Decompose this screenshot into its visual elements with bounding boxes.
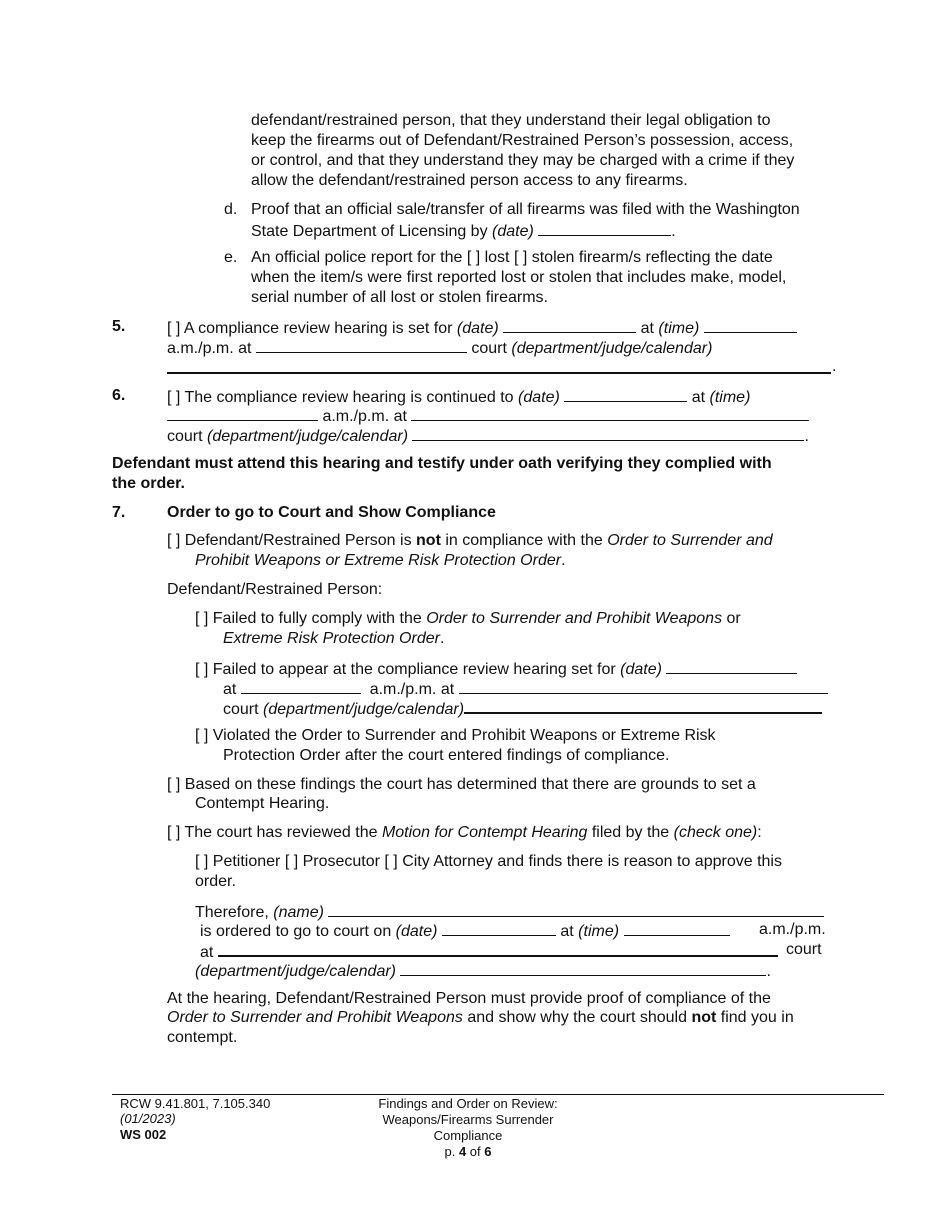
item6-time-field[interactable] [167,405,318,421]
item5-date-label: (date) [456,320,499,337]
item6-date-label: (date) [518,389,560,406]
item7-ordered-text: is ordered to go to court on [200,923,396,940]
item7-noncompliance-line-1 [167,531,773,551]
item5-line-1 [167,317,797,339]
item4-d-marker: d. [224,201,238,218]
item4-d-date-label: (date) [492,223,534,240]
item6-ampm-at: a.m./p.m. at [322,408,407,425]
item7-at-text: at [200,944,214,961]
item7-hearing-text-c: find you in [716,1009,794,1026]
item6-number: 6. [112,387,126,404]
item7-nc-order-1: Order to Surrender and [607,532,773,549]
item4-e-line-1: An official police report for the [ ] lost [ ] stolen firearm/s reflecting the date [251,249,773,266]
item7-f2-line-3 [223,697,822,720]
item7-at-location-field[interactable] [218,940,778,957]
item5-dept-label: (department/judge/calendar) [511,340,713,357]
footer-title-line-1: Findings and Order on Review: [378,1096,558,1111]
item7-f1-or: or [722,610,741,627]
item7-f1-order-2: Extreme Risk Protection Order [223,630,440,647]
item4-cont-line-4: allow the defendant/restrained person access to any firearms. [251,172,688,189]
item7-ordered-ampm: a.m./p.m. [759,921,826,938]
item7-f1-line-1 [195,609,741,629]
footer-revision: (01/2023) [120,1111,176,1126]
item7-f2-ampm-at: a.m./p.m. at [369,681,455,698]
item7-hearing-text-b: and show why the court should [462,1009,692,1026]
item7-motion-text-a: [ ] The court has reviewed the [167,824,382,841]
item7-f1-end: . [439,630,445,647]
item7-number: 7. [112,504,126,521]
footer-page-prefix: p. [444,1144,459,1159]
item5-time-field[interactable] [704,317,797,333]
item5-end: . [832,358,837,375]
item7-f2-at: at [223,681,237,698]
item7-nc-text-a: [ ] Defendant/Restrained Person is [167,532,417,549]
item7-f3-line-2: Protection Order after the court entered findings of compliance. [223,747,670,764]
item7-f2-location-field[interactable] [459,678,828,694]
footer-title-line-2: Weapons/Firearms Surrender [382,1112,554,1127]
item5-ampm-at: a.m./p.m. at [167,340,252,357]
footer-form-number: WS 002 [120,1127,167,1142]
item7-f2-court: court [223,701,264,718]
item7-dept-end: . [766,963,771,980]
item7-motion-text-b: filed by the [587,824,674,841]
item7-nc-order-2: Prohibit Weapons or Extreme Risk Protection Order [195,552,562,569]
item5-time-label: (time) [658,320,700,337]
item7-petitioner-line-1: [ ] Petitioner [ ] Prosecutor [ ] City Attorney and finds there is reason to approve this [195,853,782,870]
item7-f2-dept-field[interactable] [464,697,822,714]
footer-title [348,1096,588,1160]
item7-hearing-order: Order to Surrender and Prohibit Weapons [167,1009,463,1026]
item6-text: [ ] The compliance review hearing is continued to [167,389,519,406]
footer-page-of: of [466,1144,485,1159]
footer-rule [112,1094,884,1095]
item5-line-2 [167,337,712,359]
item7-f1-line-2 [223,629,444,649]
item7-f1-order: Order to Surrender and Prohibit Weapons [426,610,723,627]
item7-ordered-date-field[interactable] [442,920,556,936]
item7-f2-date-field[interactable] [666,658,797,674]
item7-grounds-line-1: [ ] Based on these findings the court has determined that there are grounds to set a [167,776,756,793]
item7-ordered-date-label: (date) [395,923,438,940]
item4-d-line-1: Proof that an official sale/transfer of all firearms was filed with the Washington [251,201,800,218]
item6-line-2 [167,405,809,427]
item7-nc-not: not [416,532,441,549]
item6-line-3 [167,425,809,447]
item6-dept-field[interactable] [412,425,804,441]
item5-at: at [640,320,659,337]
item7-hearing-line-1: At the hearing, Defendant/Restrained Person must provide proof of compliance of the [167,990,771,1007]
footer-title-line-3: Compliance [433,1128,503,1143]
item7-f3-line-1: [ ] Violated the Order to Surrender and Prohibit Weapons or Extreme Risk [195,727,716,744]
item7-dept-field[interactable] [400,960,766,976]
item4-e-line-2: when the item/s were first reported lost or stolen that includes make, model, [251,269,787,286]
item7-hearing-line-2 [167,1008,794,1028]
item6-date-field[interactable] [564,386,687,402]
item7-dept-line [195,960,771,982]
item4-d-line-2 [251,220,676,242]
item7-grounds-line-2: Contempt Hearing. [195,795,330,812]
notice-line-2: the order. [112,475,185,492]
item6-dept-label: (department/judge/calendar) [207,428,409,445]
item5-court: court [471,340,512,357]
item7-motion-end: : [757,824,762,841]
footer-page-current: 4 [458,1144,467,1159]
item7-f1-text: [ ] Failed to fully comply with the [195,610,427,627]
item7-noncompliance-line-2 [195,551,566,571]
item7-motion-line [167,823,762,843]
item4-d-text: State Department of Licensing by [251,223,493,240]
item4-d-end: . [671,223,676,240]
item7-ordered-at: at [560,923,579,940]
item7-dept-label: (department/judge/calendar) [195,963,397,980]
item7-motion-check: (check one) [673,824,758,841]
item7-ordered-time-label: (time) [578,923,620,940]
item7-hearing-line-3: contempt. [167,1029,238,1046]
item7-name-field[interactable] [328,901,824,917]
item5-location-field[interactable] [256,337,467,353]
item7-ordered-line [200,920,730,942]
item6-end: . [804,428,809,445]
item7-f2-text: [ ] Failed to appear at the compliance review hearing set for [195,661,621,678]
item7-ordered-time-field[interactable] [624,920,730,936]
item5-date-field[interactable] [503,317,636,333]
item5-dept-field[interactable] [167,372,831,374]
item7-title: Order to go to Court and Show Compliance [167,504,496,521]
item7-motion-title: Motion for Contempt Hearing [381,824,588,841]
item6-at: at [691,389,710,406]
item6-court: court [167,428,208,445]
item4-cont-line-3: or control, and that they understand they may be charged with a crime if they [251,152,795,169]
item7-drp-label: Defendant/Restrained Person: [167,581,383,598]
item7-therefore: Therefore, [195,904,274,921]
item5-text: [ ] A compliance review hearing is set for [167,320,457,337]
item7-hearing-not: not [691,1009,717,1026]
footer-page-number [348,1144,588,1160]
item7-f2-date-label: (date) [620,661,662,678]
item7-name-label: (name) [273,904,324,921]
footer-page-total: 6 [484,1144,492,1159]
item7-nc-end: . [561,552,566,569]
item6-location-field[interactable] [411,405,809,421]
footer-rcw: RCW 9.41.801, 7.105.340 [120,1096,271,1111]
item7-f2-time-field[interactable] [241,678,361,694]
item7-at-court: court [786,941,822,958]
item6-time-label: (time) [709,389,751,406]
item5-number: 5. [112,318,126,335]
item4-cont-line-1: defendant/restrained person, that they understand their legal obligation to [251,112,771,129]
item4-e-line-3: serial number of all lost or stolen firearms. [251,289,548,306]
item4-e-marker: e. [224,249,238,266]
item7-petitioner-line-2: order. [195,873,236,890]
item7-nc-text-b: in compliance with the [440,532,608,549]
item4-cont-line-2: keep the firearms out of Defendant/Restrained Person’s possession, access, [251,132,794,149]
notice-line-1: Defendant must attend this hearing and testify under oath verifying they complied with [112,455,772,472]
item7-f2-line-1 [195,658,797,680]
item7-f2-dept-label: (department/judge/calendar) [263,701,465,718]
item4-d-date-field[interactable] [538,220,671,236]
